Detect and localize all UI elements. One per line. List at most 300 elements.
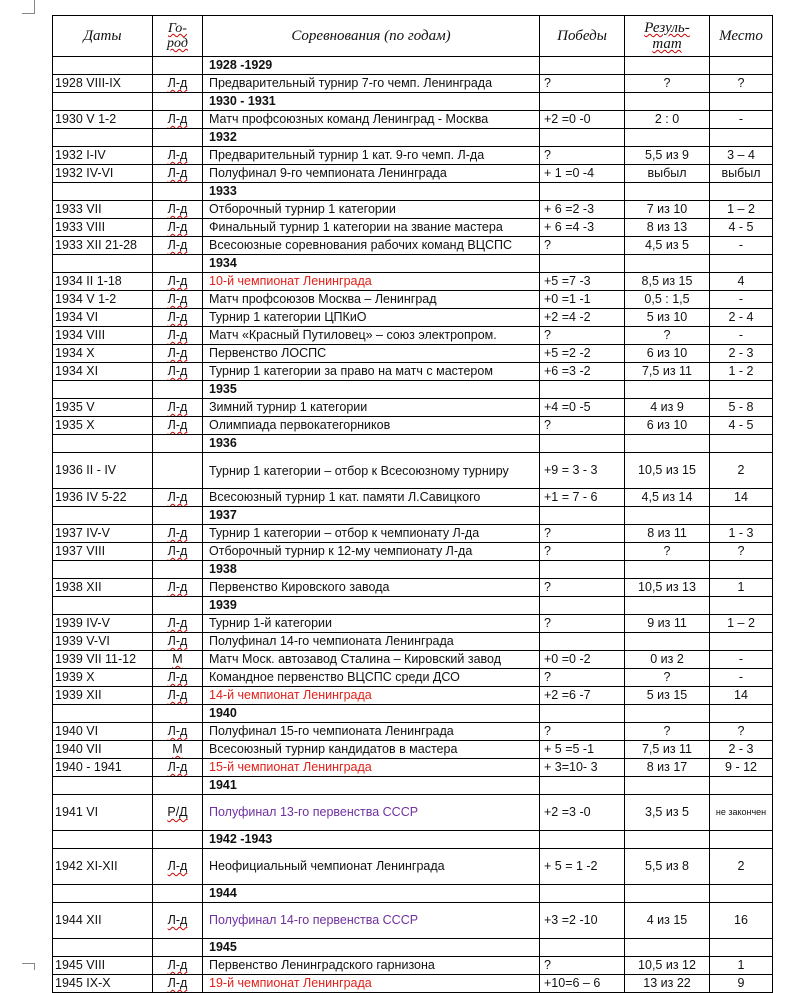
row-city: Л-д (153, 201, 203, 219)
year-cell-blank (710, 129, 773, 147)
year-cell-blank (710, 435, 773, 453)
row-place: 16 (710, 903, 773, 939)
year-cell-blank (53, 705, 153, 723)
row-result: 5,5 из 8 (625, 849, 710, 885)
row-wins: +6 =3 -2 (540, 363, 625, 381)
row-city: Р/Д (153, 795, 203, 831)
row-competition: Полуфинал 14-го первенства СССР (203, 903, 540, 939)
row-wins: ? (540, 237, 625, 255)
year-cell-blank (540, 93, 625, 111)
row-place: 4 - 5 (710, 219, 773, 237)
row-place: - (710, 327, 773, 345)
row-competition: Олимпиада первокатегорников (203, 417, 540, 435)
row-competition: Зимний турнир 1 категории (203, 399, 540, 417)
row-dates: 1935 X (53, 417, 153, 435)
table-row (53, 417, 773, 435)
row-wins: ? (540, 327, 625, 345)
row-wins: +0 =1 -1 (540, 291, 625, 309)
row-city: Л-д (153, 363, 203, 381)
year-cell-blank (710, 93, 773, 111)
row-result: 4 из 15 (625, 903, 710, 939)
row-place: выбыл (710, 165, 773, 183)
row-wins: ? (540, 579, 625, 597)
row-wins: +5 =2 -2 (540, 345, 625, 363)
row-competition: Предварительный турнир 1 кат. 9-го чемп. Л-да (203, 147, 540, 165)
row-result: 7,5 из 11 (625, 363, 710, 381)
row-city: Л-д (153, 759, 203, 777)
row-competition: Финальный турнир 1 категории на звание мастера (203, 219, 540, 237)
table-row (53, 615, 773, 633)
header-place: Место (710, 16, 773, 57)
year-cell-blank (53, 777, 153, 795)
row-place: 9 (710, 975, 773, 993)
year-cell-blank (710, 597, 773, 615)
row-dates: 1934 V 1-2 (53, 291, 153, 309)
table-row (53, 957, 773, 975)
row-wins: +5 =7 -3 (540, 273, 625, 291)
row-result: ? (625, 75, 710, 93)
table-row (53, 363, 773, 381)
table-row (53, 309, 773, 327)
row-place: 2 (710, 849, 773, 885)
row-competition: Всесоюзный турнир кандидатов в мастера (203, 741, 540, 759)
row-dates: 1934 VIII (53, 327, 153, 345)
year-cell-blank (540, 57, 625, 75)
row-wins: + 3=10- 3 (540, 759, 625, 777)
row-place: - (710, 111, 773, 129)
row-place: ? (710, 723, 773, 741)
year-cell-blank (53, 885, 153, 903)
year-label: 1934 (203, 255, 540, 273)
row-dates: 1939 V-VI (53, 633, 153, 651)
row-city (153, 453, 203, 489)
year-label: 1937 (203, 507, 540, 525)
row-dates: 1939 XII (53, 687, 153, 705)
row-wins: ? (540, 525, 625, 543)
year-group-row (53, 57, 773, 75)
year-cell-blank (153, 435, 203, 453)
row-city: Л-д (153, 489, 203, 507)
row-result: 9 из 11 (625, 615, 710, 633)
row-dates: 1942 XI-XII (53, 849, 153, 885)
year-cell-blank (625, 705, 710, 723)
row-wins: +0 =0 -2 (540, 651, 625, 669)
year-cell-blank (710, 561, 773, 579)
row-place: - (710, 291, 773, 309)
header-result: Резуль- тат (625, 16, 710, 57)
row-wins: +3 =2 -10 (540, 903, 625, 939)
table-row (53, 741, 773, 759)
year-cell-blank (710, 777, 773, 795)
row-result: 3,5 из 5 (625, 795, 710, 831)
row-competition: 10-й чемпионат Ленинграда (203, 273, 540, 291)
year-cell-blank (540, 885, 625, 903)
row-dates: 1939 X (53, 669, 153, 687)
row-result: 5,5 из 9 (625, 147, 710, 165)
year-cell-blank (153, 57, 203, 75)
row-city: Л-д (153, 687, 203, 705)
table-row (53, 669, 773, 687)
row-result: выбыл (625, 165, 710, 183)
year-cell-blank (540, 939, 625, 957)
row-wins: ? (540, 615, 625, 633)
row-dates: 1932 IV-VI (53, 165, 153, 183)
year-cell-blank (153, 561, 203, 579)
year-cell-blank (625, 561, 710, 579)
row-city: Л-д (153, 615, 203, 633)
year-cell-blank (53, 597, 153, 615)
year-cell-blank (53, 255, 153, 273)
row-result: 7,5 из 11 (625, 741, 710, 759)
year-label: 1944 (203, 885, 540, 903)
row-city: Л-д (153, 345, 203, 363)
tournament-table (52, 15, 773, 993)
row-wins: +2 =4 -2 (540, 309, 625, 327)
row-competition: 19-й чемпионат Ленинграда (203, 975, 540, 993)
row-wins: ? (540, 723, 625, 741)
row-city: Л-д (153, 75, 203, 93)
year-label: 1940 (203, 705, 540, 723)
year-cell-blank (153, 939, 203, 957)
row-competition: Всесоюзный турнир 1 кат. памяти Л.Савицкого (203, 489, 540, 507)
table-row (53, 111, 773, 129)
table-row (53, 975, 773, 993)
table-row (53, 723, 773, 741)
row-competition: Всесоюзные соревнования рабочих команд ВЦСПС (203, 237, 540, 255)
row-competition: Турнир 1 категории – отбор к чемпионату Л-да (203, 525, 540, 543)
table-row (53, 327, 773, 345)
year-cell-blank (710, 381, 773, 399)
year-cell-blank (540, 597, 625, 615)
row-place: 5 - 8 (710, 399, 773, 417)
page-corner-mark (34, 963, 35, 970)
year-cell-blank (625, 831, 710, 849)
row-competition: Командное первенство ВЦСПС среди ДСО (203, 669, 540, 687)
page-corner-mark (22, 963, 35, 964)
row-city: Л-д (153, 543, 203, 561)
table-row (53, 489, 773, 507)
row-result: 6 из 10 (625, 417, 710, 435)
row-wins: + 1 =0 -4 (540, 165, 625, 183)
row-place: - (710, 669, 773, 687)
row-place: 2 - 3 (710, 345, 773, 363)
table-row (53, 453, 773, 489)
row-competition: Турнир 1 категории – отбор к Всесоюзному турниру (203, 453, 540, 489)
year-cell-blank (153, 93, 203, 111)
row-competition: Первенство Кировского завода (203, 579, 540, 597)
row-dates: 1939 VII 11-12 (53, 651, 153, 669)
row-city: Л-д (153, 165, 203, 183)
row-competition: 15-й чемпионат Ленинграда (203, 759, 540, 777)
year-group-row (53, 561, 773, 579)
row-dates: 1937 IV-V (53, 525, 153, 543)
row-dates: 1930 V 1-2 (53, 111, 153, 129)
year-cell-blank (540, 561, 625, 579)
table-row (53, 399, 773, 417)
year-cell-blank (625, 183, 710, 201)
row-place: 1 (710, 957, 773, 975)
row-competition: Матч «Красный Путиловец» – союз электропром. (203, 327, 540, 345)
year-cell-blank (153, 507, 203, 525)
row-city: Л-д (153, 525, 203, 543)
year-cell-blank (53, 831, 153, 849)
year-cell-blank (625, 57, 710, 75)
table-header-row (53, 16, 773, 57)
table-row (53, 687, 773, 705)
row-competition: Полуфинал 13-го первенства СССР (203, 795, 540, 831)
row-place: - (710, 651, 773, 669)
row-wins: ? (540, 147, 625, 165)
row-result: 5 из 10 (625, 309, 710, 327)
year-group-row (53, 885, 773, 903)
row-city: Л-д (153, 273, 203, 291)
row-result: 5 из 15 (625, 687, 710, 705)
year-cell-blank (710, 255, 773, 273)
row-dates: 1934 VI (53, 309, 153, 327)
row-place: - (710, 237, 773, 255)
year-cell-blank (625, 435, 710, 453)
year-group-row (53, 381, 773, 399)
row-place: 1 (710, 579, 773, 597)
header-wins: Победы (540, 16, 625, 57)
year-cell-blank (53, 435, 153, 453)
row-result: 8 из 17 (625, 759, 710, 777)
row-result: ? (625, 723, 710, 741)
year-cell-blank (625, 507, 710, 525)
table-row (53, 165, 773, 183)
row-place (710, 633, 773, 651)
row-dates: 1932 I-IV (53, 147, 153, 165)
row-competition: Первенство ЛОСПС (203, 345, 540, 363)
row-result: 8 из 11 (625, 525, 710, 543)
row-wins: +4 =0 -5 (540, 399, 625, 417)
row-result: ? (625, 327, 710, 345)
row-city: М (153, 741, 203, 759)
year-group-row (53, 597, 773, 615)
year-cell-blank (53, 93, 153, 111)
row-competition: Матч Моск. автозавод Сталина – Кировский завод (203, 651, 540, 669)
year-cell-blank (625, 381, 710, 399)
year-group-row (53, 129, 773, 147)
table-row (53, 795, 773, 831)
year-label: 1938 (203, 561, 540, 579)
row-result: 0,5 : 1,5 (625, 291, 710, 309)
row-place: 1 - 3 (710, 525, 773, 543)
table-row (53, 651, 773, 669)
row-competition: Матч профсоюзных команд Ленинград - Москва (203, 111, 540, 129)
year-cell-blank (540, 255, 625, 273)
row-competition: Неофициальный чемпионат Ленинграда (203, 849, 540, 885)
year-cell-blank (153, 597, 203, 615)
row-place: 4 (710, 273, 773, 291)
year-label: 1930 - 1931 (203, 93, 540, 111)
year-group-row (53, 435, 773, 453)
row-place: 1 - 2 (710, 363, 773, 381)
year-cell-blank (625, 777, 710, 795)
year-label: 1939 (203, 597, 540, 615)
row-wins: + 5 =5 -1 (540, 741, 625, 759)
table-row (53, 147, 773, 165)
year-cell-blank (540, 777, 625, 795)
page-corner-mark (22, 13, 35, 14)
year-cell-blank (153, 885, 203, 903)
row-place: не закончен (710, 795, 773, 831)
row-dates: 1936 IV 5-22 (53, 489, 153, 507)
row-city: Л-д (153, 327, 203, 345)
row-dates: 1934 II 1-18 (53, 273, 153, 291)
row-result: 10,5 из 15 (625, 453, 710, 489)
row-wins: ? (540, 417, 625, 435)
year-cell-blank (53, 939, 153, 957)
row-wins: ? (540, 543, 625, 561)
header-city: Го- род (153, 16, 203, 57)
row-dates: 1938 XII (53, 579, 153, 597)
row-wins: ? (540, 669, 625, 687)
row-place: 2 - 4 (710, 309, 773, 327)
year-group-row (53, 93, 773, 111)
year-cell-blank (540, 705, 625, 723)
year-cell-blank (710, 57, 773, 75)
row-dates: 1940 VI (53, 723, 153, 741)
table-row (53, 633, 773, 651)
header-competitions: Соревнования (по годам) (203, 16, 540, 57)
row-result: 2 : 0 (625, 111, 710, 129)
row-result: 4,5 из 14 (625, 489, 710, 507)
row-wins: + 6 =2 -3 (540, 201, 625, 219)
year-cell-blank (540, 183, 625, 201)
row-city: Л-д (153, 309, 203, 327)
row-result (625, 633, 710, 651)
row-city: Л-д (153, 579, 203, 597)
table-row (53, 237, 773, 255)
row-result: 6 из 10 (625, 345, 710, 363)
year-cell-blank (710, 885, 773, 903)
year-cell-blank (53, 507, 153, 525)
year-cell-blank (710, 507, 773, 525)
row-wins: ? (540, 957, 625, 975)
table-row (53, 345, 773, 363)
table-row (53, 849, 773, 885)
row-dates: 1933 VII (53, 201, 153, 219)
row-dates: 1936 II - IV (53, 453, 153, 489)
year-cell-blank (540, 381, 625, 399)
row-city: Л-д (153, 669, 203, 687)
year-cell-blank (625, 597, 710, 615)
row-competition: Полуфинал 9-го чемпионата Ленинграда (203, 165, 540, 183)
row-competition: Отборочный турнир 1 категории (203, 201, 540, 219)
year-group-row (53, 255, 773, 273)
page-corner-mark (34, 0, 35, 13)
row-competition: Первенство Ленинградского гарнизона (203, 957, 540, 975)
row-place: 14 (710, 687, 773, 705)
year-cell-blank (53, 129, 153, 147)
row-wins: + 5 = 1 -2 (540, 849, 625, 885)
year-cell-blank (153, 381, 203, 399)
row-city: Л-д (153, 849, 203, 885)
year-cell-blank (153, 255, 203, 273)
row-city: Л-д (153, 147, 203, 165)
year-group-row (53, 939, 773, 957)
row-dates: 1935 V (53, 399, 153, 417)
table-row (53, 903, 773, 939)
row-wins: +2 =6 -7 (540, 687, 625, 705)
row-city: Л-д (153, 957, 203, 975)
table-row (53, 201, 773, 219)
row-wins (540, 633, 625, 651)
year-group-row (53, 777, 773, 795)
table-row (53, 525, 773, 543)
row-city: М (153, 651, 203, 669)
year-cell-blank (53, 183, 153, 201)
row-competition: Турнир 1 категории ЦПКиО (203, 309, 540, 327)
year-label: 1932 (203, 129, 540, 147)
year-cell-blank (153, 777, 203, 795)
row-competition: Турнир 1-й категории (203, 615, 540, 633)
year-label: 1936 (203, 435, 540, 453)
row-city: Л-д (153, 975, 203, 993)
table-row (53, 579, 773, 597)
row-place: 4 - 5 (710, 417, 773, 435)
row-city: Л-д (153, 237, 203, 255)
year-cell-blank (625, 93, 710, 111)
year-cell-blank (153, 129, 203, 147)
row-wins: ? (540, 75, 625, 93)
row-wins: +2 =3 -0 (540, 795, 625, 831)
row-result: 10,5 из 13 (625, 579, 710, 597)
year-label: 1941 (203, 777, 540, 795)
row-place: 1 – 2 (710, 615, 773, 633)
row-city: Л-д (153, 291, 203, 309)
row-place: 3 – 4 (710, 147, 773, 165)
table-row (53, 75, 773, 93)
row-dates: 1934 XI (53, 363, 153, 381)
year-cell-blank (625, 939, 710, 957)
row-wins: +1 = 7 - 6 (540, 489, 625, 507)
year-label: 1945 (203, 939, 540, 957)
row-result: ? (625, 669, 710, 687)
row-place: ? (710, 75, 773, 93)
row-dates: 1940 - 1941 (53, 759, 153, 777)
year-cell-blank (540, 507, 625, 525)
year-cell-blank (153, 705, 203, 723)
year-cell-blank (153, 183, 203, 201)
year-cell-blank (625, 255, 710, 273)
row-city: Л-д (153, 903, 203, 939)
table-row (53, 219, 773, 237)
row-result: 8 из 13 (625, 219, 710, 237)
table-row (53, 291, 773, 309)
year-cell-blank (53, 57, 153, 75)
row-dates: 1944 XII (53, 903, 153, 939)
row-result: ? (625, 543, 710, 561)
row-competition: Отборочный турнир к 12-му чемпионату Л-да (203, 543, 540, 561)
year-label: 1935 (203, 381, 540, 399)
row-place: 9 - 12 (710, 759, 773, 777)
row-competition: Предварительный турнир 7-го чемп. Ленинграда (203, 75, 540, 93)
row-result: 7 из 10 (625, 201, 710, 219)
row-city: Л-д (153, 219, 203, 237)
year-cell-blank (625, 885, 710, 903)
row-dates: 1945 VIII (53, 957, 153, 975)
row-wins: +10=6 – 6 (540, 975, 625, 993)
row-city: Л-д (153, 111, 203, 129)
year-group-row (53, 507, 773, 525)
row-result: 0 из 2 (625, 651, 710, 669)
table-row (53, 759, 773, 777)
row-competition: 14-й чемпионат Ленинграда (203, 687, 540, 705)
row-dates: 1928 VIII-IX (53, 75, 153, 93)
year-cell-blank (153, 831, 203, 849)
